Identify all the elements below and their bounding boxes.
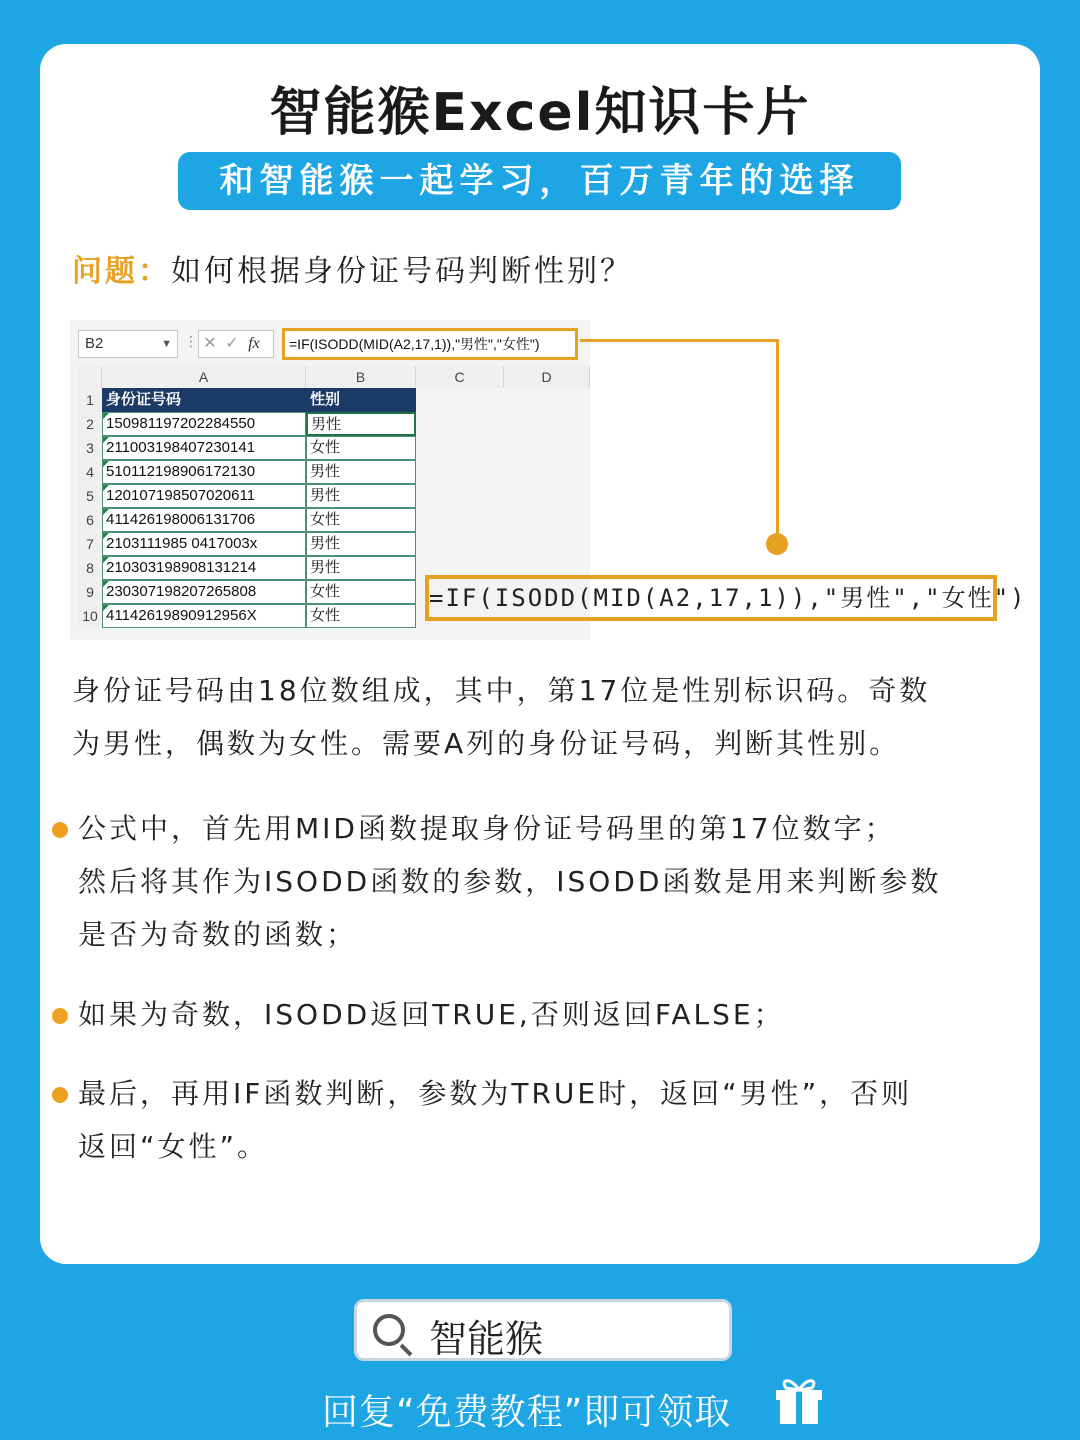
table-cell-id[interactable]: 211003198407230141 bbox=[102, 436, 306, 460]
row-header[interactable]: 8 bbox=[78, 556, 102, 580]
table-cell-id[interactable]: 230307198207265808 bbox=[102, 580, 306, 604]
table-cell-gender[interactable]: 女性 bbox=[306, 580, 416, 604]
search-icon bbox=[373, 1314, 405, 1346]
formula-controls bbox=[198, 330, 274, 358]
subtitle-banner: 和智能猴一起学习，百万青年的选择 bbox=[178, 152, 901, 210]
formula-input[interactable]: =IF(ISODD(MID(A2,17,1)),"男性","女性") bbox=[282, 328, 578, 360]
bullet-1: 公式中，首先用MID函数提取身份证号码里的第17位数字； 然后将其作为ISODD函数的参数，ISODD函数是用来判断参数 是否为奇数的函数； bbox=[50, 802, 1010, 961]
row-header[interactable]: 9 bbox=[78, 580, 102, 604]
fx-icon[interactable]: fx bbox=[248, 335, 260, 352]
bullet-2: 如果为奇数，ISODD返回TRUE,否则返回FALSE； bbox=[50, 988, 1010, 1041]
row-header[interactable]: 1 bbox=[78, 388, 102, 412]
bullet-dot-icon bbox=[52, 1087, 68, 1103]
cancel-icon[interactable]: ✕ bbox=[203, 335, 217, 352]
page-title: 智能猴Excel知识卡片 bbox=[269, 83, 811, 143]
question-text: 如何根据身份证号码判断性别？ bbox=[171, 254, 633, 289]
table-header-cell[interactable]: 身份证号码 bbox=[102, 388, 306, 412]
row-header[interactable]: 3 bbox=[78, 436, 102, 460]
table-cell-gender[interactable]: 男性 bbox=[306, 484, 416, 508]
table-cell-gender[interactable]: 男性 bbox=[306, 460, 416, 484]
table-cell-gender[interactable]: 男性 bbox=[306, 532, 416, 556]
table-cell-id[interactable]: 411426198006131706 bbox=[102, 508, 306, 532]
check-icon[interactable]: ✓ bbox=[225, 335, 239, 352]
callout-line bbox=[580, 339, 778, 342]
search-box[interactable] bbox=[354, 1299, 732, 1361]
table-cell-id[interactable]: 120107198507020611 bbox=[102, 484, 306, 508]
column-header-a[interactable]: A bbox=[102, 366, 306, 388]
search-text: 智能猴 bbox=[429, 1317, 544, 1361]
callout-formula: =IF(ISODD(MID(A2,17,1)),"男性","女性") bbox=[425, 575, 997, 621]
chevron-down-icon[interactable]: ▼ bbox=[161, 338, 172, 350]
question-label: 问题： bbox=[72, 254, 171, 289]
separator-icon: ⋮ bbox=[184, 334, 198, 350]
name-box[interactable]: B2 ▼ bbox=[78, 330, 178, 358]
table-cell-id[interactable]: 510112198906172130 bbox=[102, 460, 306, 484]
table-cell-id[interactable]: 210303198908131214 bbox=[102, 556, 306, 580]
table-cell-gender[interactable]: 男性 bbox=[306, 412, 416, 436]
row-header[interactable]: 4 bbox=[78, 460, 102, 484]
table-cell-gender[interactable]: 男性 bbox=[306, 556, 416, 580]
bullet-dot-icon bbox=[52, 822, 68, 838]
table-cell-id[interactable]: 2103111985 0417003x bbox=[102, 532, 306, 556]
column-header-b[interactable]: B bbox=[306, 366, 416, 388]
table-header-cell[interactable]: 性别 bbox=[306, 388, 416, 412]
table-cell-id[interactable]: 150981197202284550 bbox=[102, 412, 306, 436]
bullet-dot-icon bbox=[52, 1008, 68, 1024]
table-cell-id[interactable]: 41142619890912956X bbox=[102, 604, 306, 628]
row-header[interactable]: 5 bbox=[78, 484, 102, 508]
row-header[interactable]: 2 bbox=[78, 412, 102, 436]
intro-paragraph: 身份证号码由18位数组成，其中，第17位是性别标识码。奇数 为男性，偶数为女性。需要A列的身份证号码，判断其性别。 bbox=[72, 674, 931, 760]
corner-header[interactable] bbox=[78, 366, 102, 388]
footer-text: 回复“免费教程”即可领取 bbox=[322, 1392, 732, 1433]
row-header[interactable]: 6 bbox=[78, 508, 102, 532]
gift-icon bbox=[772, 1372, 826, 1426]
callout-line bbox=[776, 339, 779, 544]
table-cell-gender[interactable]: 女性 bbox=[306, 508, 416, 532]
table-cell-gender[interactable]: 女性 bbox=[306, 436, 416, 460]
bullet-3: 最后，再用IF函数判断，参数为TRUE时，返回“男性”，否则 返回“女性”。 bbox=[50, 1067, 1010, 1173]
callout-dot bbox=[766, 533, 788, 555]
question bbox=[72, 246, 633, 290]
row-header[interactable]: 10 bbox=[78, 604, 102, 628]
column-header-d[interactable]: D bbox=[504, 366, 590, 388]
table-cell-gender[interactable]: 女性 bbox=[306, 604, 416, 628]
row-header[interactable]: 7 bbox=[78, 532, 102, 556]
column-header-c[interactable]: C bbox=[416, 366, 504, 388]
